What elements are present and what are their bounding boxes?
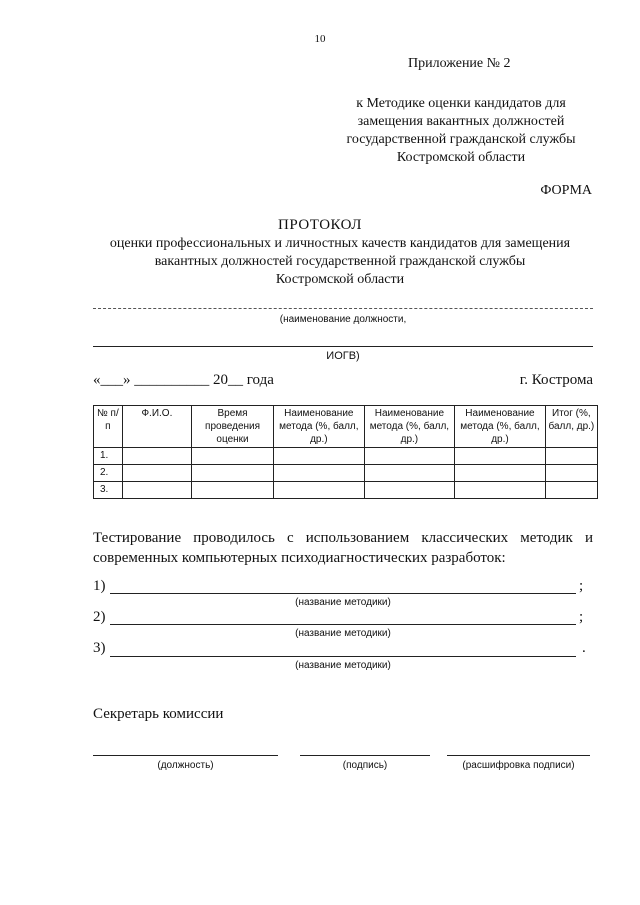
method-end: ; <box>579 609 584 625</box>
method-caption: (название методики) <box>295 660 391 671</box>
position-name-line[interactable] <box>93 308 593 309</box>
method-line[interactable] <box>110 656 576 657</box>
row-number: 2. <box>94 465 123 482</box>
method-number: 1) <box>93 578 106 594</box>
protocol-table <box>93 405 598 499</box>
header-fio: Ф.И.О. <box>122 406 191 448</box>
position-caption: (должность) <box>157 760 214 771</box>
cell[interactable] <box>455 465 546 482</box>
row-number: 1. <box>94 448 123 465</box>
date-row <box>93 372 593 389</box>
subtitle-line: Костромской области <box>275 272 405 287</box>
signature-decoding-caption: (расшифровка подписи) <box>462 760 575 771</box>
cell[interactable] <box>122 465 191 482</box>
iogv-caption: ИОГВ) <box>326 350 360 362</box>
method-end: ; <box>579 578 584 594</box>
cell[interactable] <box>455 448 546 465</box>
header-method-2: Наименование метода (%, балл, др.) <box>364 406 455 448</box>
cell[interactable] <box>192 448 274 465</box>
appendix-label: Приложение № 2 <box>408 56 511 71</box>
cell[interactable] <box>122 482 191 499</box>
cell[interactable] <box>364 465 455 482</box>
city-label: г. Кострома <box>519 372 593 388</box>
cell[interactable] <box>192 482 274 499</box>
header-time: Время проведения оценки <box>192 406 274 448</box>
cell[interactable] <box>364 482 455 499</box>
cell[interactable] <box>274 465 365 482</box>
method-end: . <box>582 640 586 656</box>
cell[interactable] <box>364 448 455 465</box>
signature-caption: (подпись) <box>342 760 388 771</box>
form-label: ФОРМА <box>540 183 592 198</box>
iogv-line[interactable] <box>93 346 593 347</box>
signature-line[interactable] <box>300 755 430 756</box>
method-number: 3) <box>93 640 106 656</box>
header-number: № п/п <box>94 406 123 448</box>
appendix-desc-line: замещения вакантных должностей <box>357 114 565 129</box>
cell[interactable] <box>192 465 274 482</box>
position-signature-line[interactable] <box>93 755 278 756</box>
position-caption: (наименование должности, <box>279 314 407 325</box>
method-caption: (название методики) <box>295 597 391 608</box>
subtitle-line: вакантных должностей государственной гражданской службы <box>154 254 526 269</box>
header-total: Итог (%, балл, др.) <box>545 406 597 448</box>
appendix-description <box>330 95 592 167</box>
testing-paragraph: Тестирование проводилось с использованием классических методик и современных компьютерных психодиагностических разработок: <box>93 530 593 566</box>
secretary-label: Секретарь комиссии <box>93 706 224 722</box>
cell[interactable] <box>122 448 191 465</box>
signature-decoding-line[interactable] <box>447 755 590 756</box>
cell[interactable] <box>274 482 365 499</box>
header-method-1: Наименование метода (%, балл, др.) <box>274 406 365 448</box>
cell[interactable] <box>274 448 365 465</box>
cell[interactable] <box>455 482 546 499</box>
page-number: 10 <box>314 33 326 45</box>
subtitle-line: оценки профессиональных и личностных качеств кандидатов для замещения <box>109 236 571 251</box>
document-title: ПРОТОКОЛ <box>278 217 362 233</box>
document-subtitle <box>70 235 610 289</box>
header-method-3: Наименование метода (%, балл, др.) <box>455 406 546 448</box>
method-line[interactable] <box>110 624 576 625</box>
cell[interactable] <box>545 448 597 465</box>
table-row <box>94 465 598 482</box>
appendix-desc-line: Костромской области <box>396 150 526 165</box>
method-number: 2) <box>93 609 106 625</box>
method-caption: (название методики) <box>295 628 391 639</box>
cell[interactable] <box>545 482 597 499</box>
table-row <box>94 482 598 499</box>
appendix-desc-line: государственной гражданской службы <box>346 132 576 147</box>
date-field[interactable]: «___» __________ 20__ года <box>93 372 274 388</box>
table-header-row <box>94 406 598 448</box>
row-number: 3. <box>94 482 123 499</box>
method-line[interactable] <box>110 593 576 594</box>
cell[interactable] <box>545 465 597 482</box>
appendix-desc-line: к Методике оценки кандидатов для <box>356 96 566 111</box>
table-row <box>94 448 598 465</box>
